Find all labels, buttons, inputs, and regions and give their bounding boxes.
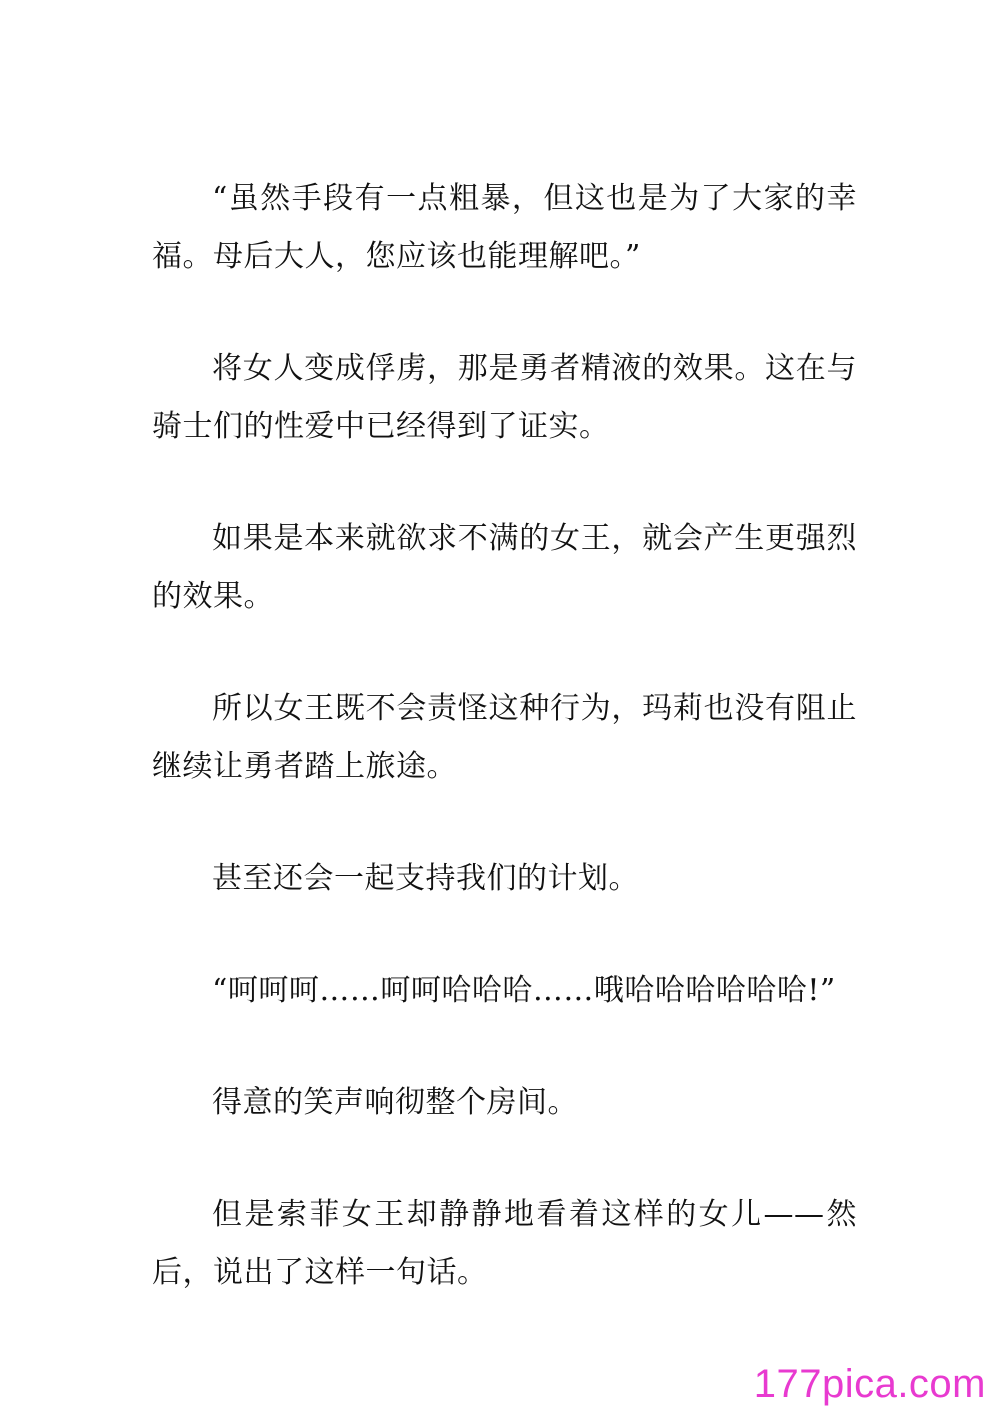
- document-body: [152, 170, 857, 1356]
- paragraph: 得意的笑声响彻整个房间。: [212, 1085, 578, 1120]
- paragraph: “呵呵呵……呵呵哈哈哈……哦哈哈哈哈哈哈!”: [212, 973, 836, 1008]
- paragraph: 甚至还会一起支持我们的计划。: [212, 861, 639, 896]
- paragraph: 如果是本来就欲求不满的女王，就会产生更强烈的效果。: [152, 521, 857, 614]
- paragraph: “虽然手段有一点粗暴，但这也是为了大家的幸福。母后大人，您应该也能理解吧。”: [152, 181, 857, 274]
- watermark-text: 177pica.com: [753, 1362, 986, 1406]
- paragraph: 所以女王既不会责怪这种行为，玛莉也没有阻止继续让勇者踏上旅途。: [152, 691, 857, 784]
- paragraph: 将女人变成俘虏，那是勇者精液的效果。这在与骑士们的性爱中已经得到了证实。: [152, 351, 857, 444]
- paragraph: 但是索菲女王却静静地看着这样的女儿——然后，说出了这样一句话。: [152, 1197, 857, 1290]
